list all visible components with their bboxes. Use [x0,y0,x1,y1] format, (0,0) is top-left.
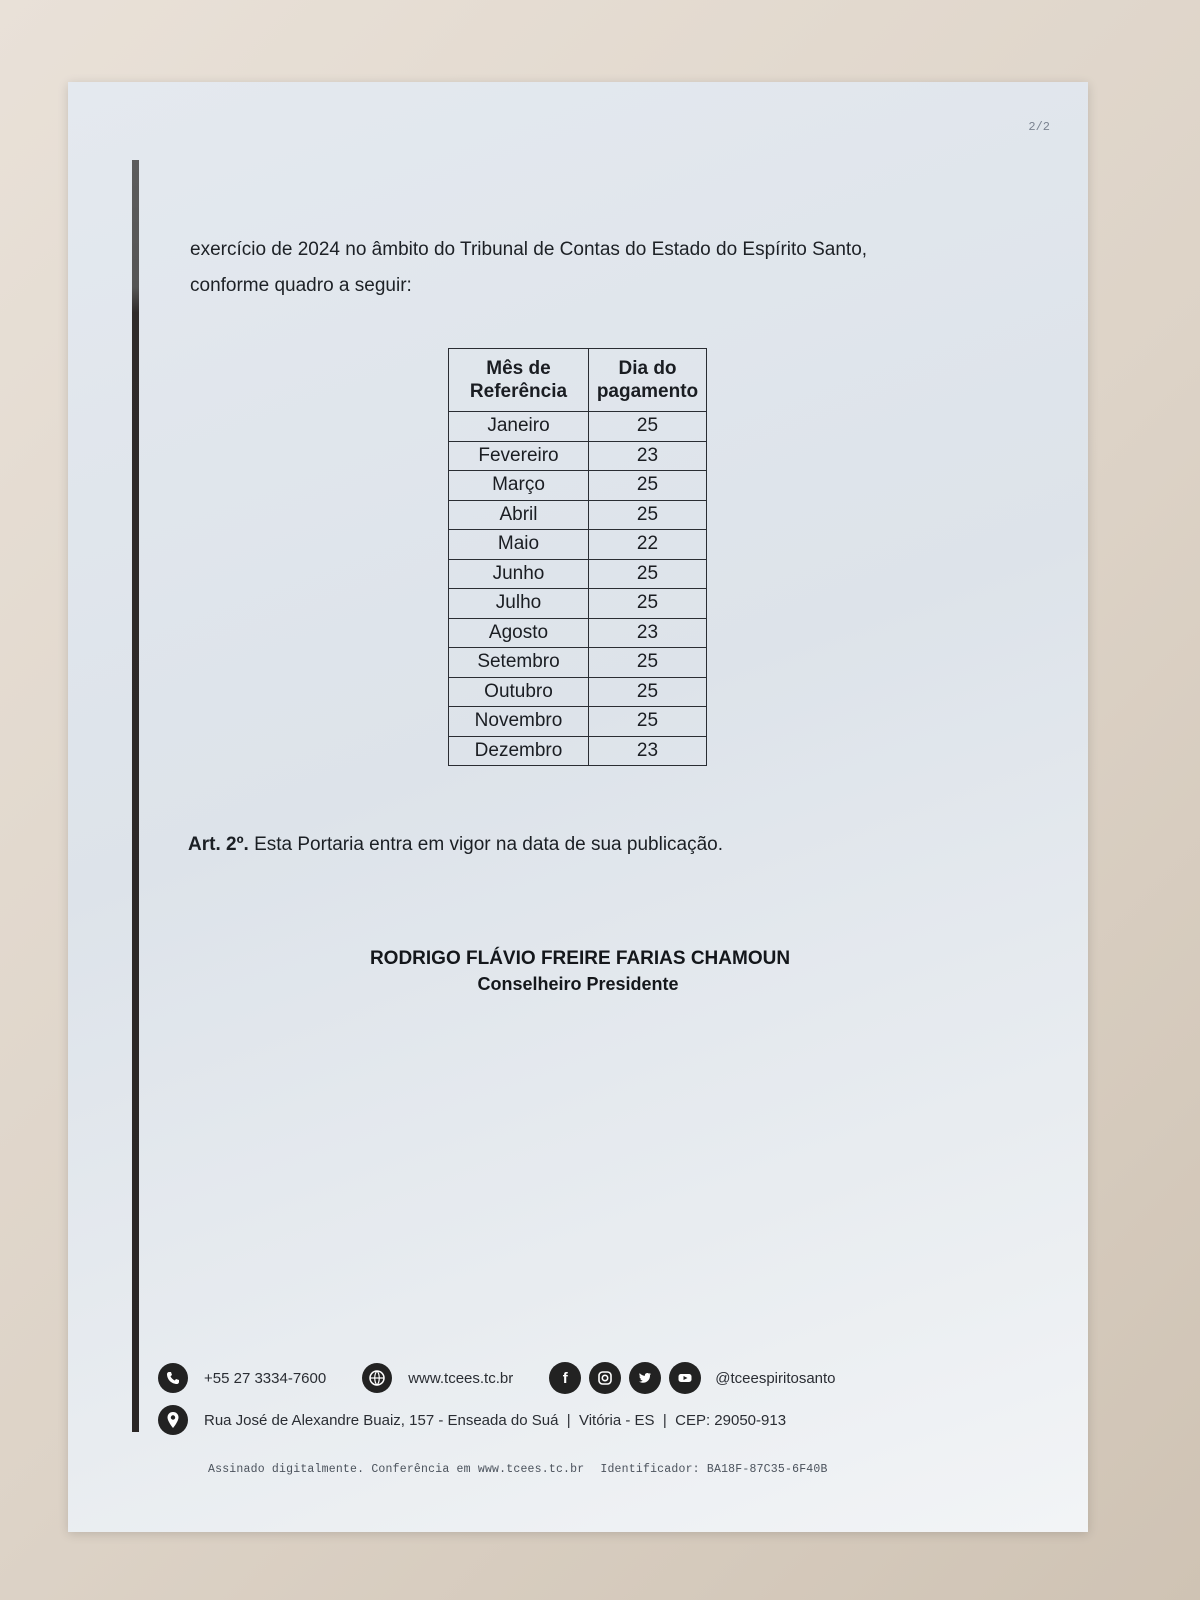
payment-day-cell: 25 [589,589,707,619]
article-label: Art. 2º. [188,834,249,855]
intro-paragraph [190,232,956,304]
article-text: Esta Portaria entra em vigor na data de sua publicação. [248,834,724,855]
table-row [449,736,707,766]
signatory-name: RODRIGO FLÁVIO FREIRE FARIAS CHAMOUN [369,948,791,969]
table-row [449,648,707,678]
globe-icon [362,1363,392,1393]
article-2 [188,834,723,856]
table-row [449,589,707,619]
twitter-icon[interactable] [629,1362,661,1394]
table-row [449,677,707,707]
identifier-text: Identificador: BA18F-87C35-6F40B [600,1463,828,1476]
table-row [449,559,707,589]
payment-day-cell: 22 [589,530,707,560]
table-row [449,618,707,648]
table-header-row [449,349,707,412]
month-cell: Setembro [449,648,589,678]
payment-day-cell: 25 [589,648,707,678]
social-handle[interactable]: @tceespiritosanto [715,1369,836,1387]
month-cell: Junho [449,559,589,589]
table-row [449,530,707,560]
payment-day-cell: 25 [589,412,707,442]
facebook-icon[interactable]: f [549,1362,581,1394]
header-payment-day: Dia do pagamento [589,349,707,412]
website-link[interactable]: www.tcees.tc.br [408,1369,514,1387]
payment-day-cell: 25 [589,707,707,737]
youtube-icon[interactable] [669,1362,701,1394]
intro-line: exercício de 2024 no âmbito do Tribunal de Contas do Estado do Espírito Santo, [190,239,868,260]
table-row [449,500,707,530]
table-row [449,471,707,501]
month-cell: Julho [449,589,589,619]
table-row [449,441,707,471]
month-cell: Abril [449,500,589,530]
month-cell: Agosto [449,618,589,648]
signature-block [68,948,1088,995]
footer-address-row [158,1405,786,1435]
margin-bar [132,160,139,1432]
phone-number: +55 27 3334-7600 [204,1369,327,1387]
social-icons [549,1362,701,1394]
month-cell: Outubro [449,677,589,707]
month-cell: Março [449,471,589,501]
payment-day-cell: 23 [589,618,707,648]
month-cell: Novembro [449,707,589,737]
page-number: 2/2 [1028,120,1050,134]
header-month: Mês de Referência [449,349,589,412]
month-cell: Fevereiro [449,441,589,471]
table-row [449,707,707,737]
month-cell: Maio [449,530,589,560]
signatory-title: Conselheiro Presidente [477,974,679,994]
month-cell: Dezembro [449,736,589,766]
location-pin-icon [158,1405,188,1435]
payment-schedule-table [448,348,707,766]
payment-day-cell: 23 [589,441,707,471]
payment-day-cell: 25 [589,677,707,707]
address-text: Rua José de Alexandre Buaiz, 157 - Enseada do Suá | Vitória - ES | CEP: 29050-913 [204,1411,787,1429]
intro-line: conforme quadro a seguir: [190,275,412,296]
footer-contact-row [158,1362,836,1394]
month-cell: Janeiro [449,412,589,442]
table-body [449,412,707,766]
phone-icon [158,1363,188,1393]
document-page [68,82,1088,1532]
payment-day-cell: 23 [589,736,707,766]
instagram-icon[interactable] [589,1362,621,1394]
payment-day-cell: 25 [589,559,707,589]
digital-signature-note [208,1463,828,1476]
payment-day-cell: 25 [589,471,707,501]
signed-text: Assinado digitalmente. Conferência em www.tcees.tc.br [208,1463,585,1476]
payment-day-cell: 25 [589,500,707,530]
table-row [449,412,707,442]
